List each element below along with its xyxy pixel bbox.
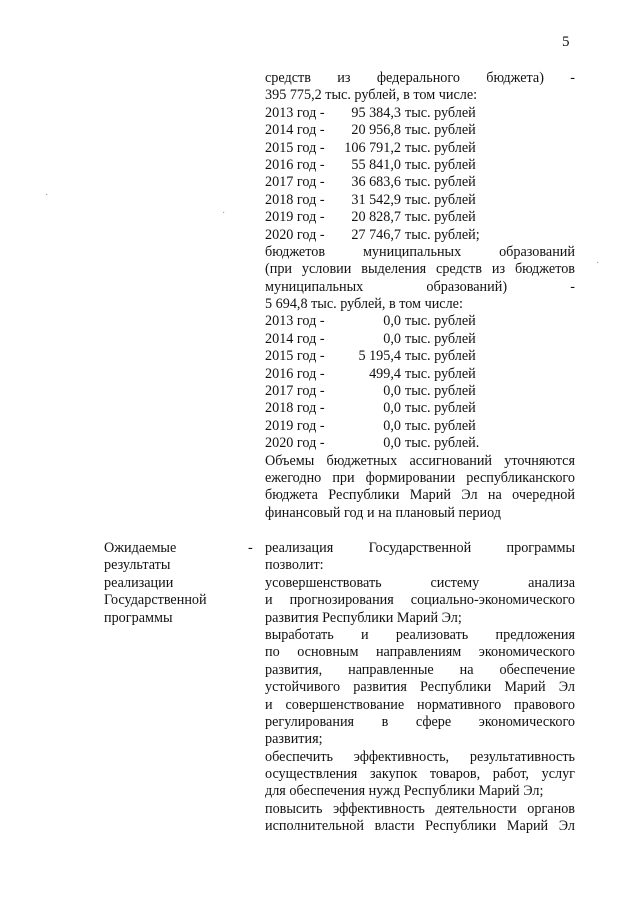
text-line: позволит: — [265, 557, 324, 574]
year-amount-row — [265, 174, 575, 191]
text-line: муниципальных образований) - — [265, 278, 575, 295]
text-line: исполнительной власти Республики Марий Эл — [265, 818, 575, 835]
amount-value: 31 542,9 — [351, 191, 401, 208]
amount-value: 0,0 — [383, 313, 401, 330]
year-amount-row — [265, 140, 575, 157]
amount-value: 499,4 — [369, 365, 401, 382]
amount-unit: тыс. рублей — [405, 365, 476, 382]
label-line: результаты — [104, 557, 171, 574]
text-line: бюджетов муниципальных образований — [265, 243, 575, 260]
year-amount-row — [265, 331, 575, 348]
scan-speck: · — [222, 208, 226, 219]
year-label: 2013 год - — [265, 104, 325, 121]
year-amount-row — [265, 157, 575, 174]
label-line: программы — [104, 609, 173, 626]
year-amount-row — [265, 383, 575, 400]
text-line: финансовый год и на плановый период — [265, 504, 502, 521]
amount-value: 36 683,6 — [351, 174, 401, 191]
amount-unit: тыс. рублей — [405, 191, 476, 208]
scan-speck: · — [596, 258, 600, 269]
year-amount-row — [265, 105, 575, 122]
year-label: 2020 год - — [265, 226, 325, 243]
text-line: выработать и реализовать предложения — [265, 626, 575, 643]
year-label: 2016 год - — [265, 365, 325, 382]
text-line: развития Республики Марий Эл; — [265, 609, 462, 626]
year-amount-row — [265, 348, 575, 365]
year-amount-row — [265, 313, 575, 330]
expected-results-text — [265, 540, 575, 836]
amount-unit: тыс. рублей — [405, 139, 476, 156]
expected-results-label — [104, 540, 254, 627]
amount-unit: тыс. рублей — [405, 348, 476, 365]
year-amount-row — [265, 227, 575, 244]
year-label: 2018 год - — [265, 191, 325, 208]
page-number: 5 — [562, 34, 570, 50]
year-label: 2017 год - — [265, 174, 325, 191]
amount-unit: тыс. рублей — [405, 156, 476, 173]
scan-speck: · — [45, 190, 49, 201]
amount-unit: тыс. рублей — [405, 417, 476, 434]
text-line: по основным направлениям экономического — [265, 644, 575, 661]
federal-by-year-list — [265, 105, 575, 244]
text-line: усовершенствовать систему анализа — [265, 574, 575, 591]
amount-unit: тыс. рублей — [405, 330, 476, 347]
year-label: 2019 год - — [265, 209, 325, 226]
year-amount-row — [265, 400, 575, 417]
amount-value: 55 841,0 — [351, 156, 401, 173]
year-amount-row — [265, 435, 575, 452]
amount-unit: тыс. рублей; — [405, 226, 480, 243]
label-line: Государственной — [104, 592, 207, 609]
year-amount-row — [265, 192, 575, 209]
results-lines — [265, 540, 575, 836]
municipal-intro — [265, 244, 575, 314]
text-line: регулирования в сфере экономического — [265, 713, 575, 730]
text-line: бюджета Республики Марий Эл на очередной — [265, 487, 575, 504]
text-line: развития, направленные на обеспечение — [265, 661, 575, 678]
year-label: 2020 год - — [265, 435, 325, 452]
amount-unit: тыс. рублей — [405, 313, 476, 330]
municipal-by-year-list — [265, 313, 575, 452]
year-label: 2014 год - — [265, 330, 325, 347]
text-line: 5 694,8 тыс. рублей, в том числе: — [265, 296, 463, 313]
text-line: (при условии выделения средств из бюджетов — [265, 261, 575, 278]
text-line: обеспечить эффективность, результативность — [265, 748, 575, 765]
text-line: средств из федерального бюджета) - — [265, 70, 575, 86]
label-line: реализации — [104, 574, 174, 591]
amount-value: 0,0 — [383, 435, 401, 452]
year-amount-row — [265, 366, 575, 383]
label-line: Ожидаемые — [104, 540, 177, 556]
amount-value: 0,0 — [383, 400, 401, 417]
text-line: реализация Государственной программы — [265, 540, 575, 556]
appropriations-note — [265, 453, 575, 523]
amount-value: 95 384,3 — [351, 104, 401, 121]
amount-value: 0,0 — [383, 330, 401, 347]
funding-section — [265, 70, 575, 522]
amount-value: 0,0 — [383, 417, 401, 434]
text-line: и совершенствование нормативного правового — [265, 696, 575, 713]
year-label: 2015 год - — [265, 139, 325, 156]
year-label: 2015 год - — [265, 348, 325, 365]
text-line: Объемы бюджетных ассигнований уточняются — [265, 452, 575, 469]
year-label: 2016 год - — [265, 156, 325, 173]
funding-intro — [265, 70, 575, 105]
text-line: 395 775,2 тыс. рублей, в том числе: — [265, 87, 478, 104]
text-line: осуществления закупок товаров, работ, услуг — [265, 766, 575, 783]
year-amount-row — [265, 418, 575, 435]
label-dash: - — [248, 540, 253, 556]
amount-unit: тыс. рублей — [405, 383, 476, 400]
amount-unit: тыс. рублей — [405, 104, 476, 121]
amount-value: 106 791,2 — [344, 139, 401, 156]
text-line: ежегодно при формировании республиканского — [265, 469, 575, 486]
text-line: и прогнозирования социально-экономического — [265, 592, 575, 609]
amount-unit: тыс. рублей — [405, 174, 476, 191]
amount-value: 20 956,8 — [351, 122, 401, 139]
amount-unit: тыс. рублей — [405, 400, 476, 417]
amount-value: 27 746,7 — [351, 226, 401, 243]
year-label: 2019 год - — [265, 417, 325, 434]
year-label: 2013 год - — [265, 313, 325, 330]
amount-value: 20 828,7 — [351, 209, 401, 226]
amount-value: 5 195,4 — [358, 348, 401, 365]
amount-value: 0,0 — [383, 383, 401, 400]
year-amount-row — [265, 122, 575, 139]
year-amount-row — [265, 209, 575, 226]
label-lines — [104, 540, 254, 627]
text-line: устойчивого развития Республики Марий Эл — [265, 679, 575, 696]
text-line: для обеспечения нужд Республики Марий Эл; — [265, 783, 544, 800]
amount-unit: тыс. рублей. — [405, 435, 480, 452]
text-line: повысить эффективность деятельности органов — [265, 800, 575, 817]
year-label: 2017 год - — [265, 383, 325, 400]
text-line: развития; — [265, 731, 323, 748]
year-label: 2014 год - — [265, 122, 325, 139]
year-label: 2018 год - — [265, 400, 325, 417]
amount-unit: тыс. рублей — [405, 122, 476, 139]
amount-unit: тыс. рублей — [405, 209, 476, 226]
